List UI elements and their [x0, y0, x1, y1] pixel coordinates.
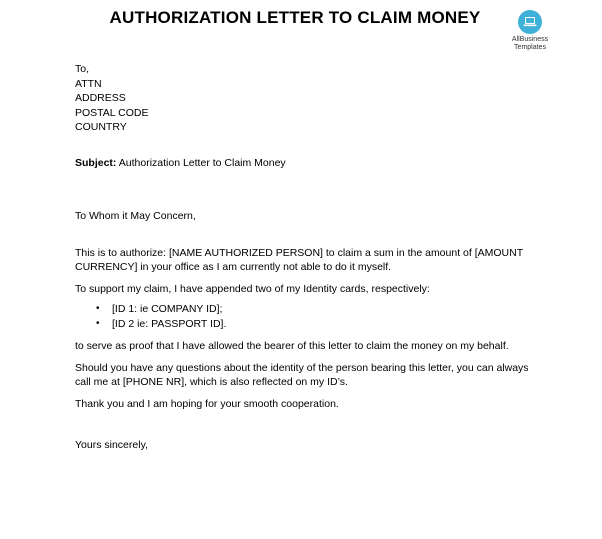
- subject-line: [75, 156, 535, 171]
- paragraph-proof: to serve as proof that I have allowed the bearer of this letter to claim the money on my behalf.: [75, 340, 509, 352]
- paragraph-authorization: [75, 246, 535, 275]
- id-item-1: [ID 1: ie COMPANY ID];: [112, 303, 223, 315]
- list-item: [96, 317, 535, 332]
- paragraph-questions: [75, 361, 535, 390]
- paragraph-support: To support my claim, I have appended two of my Identity cards, respectively:: [75, 282, 430, 295]
- page-title: AUTHORIZATION LETTER TO CLAIM MONEY: [109, 8, 481, 27]
- id-item-2: [ID 2 ie: PASSPORT ID].: [112, 318, 227, 330]
- address-block: [75, 62, 535, 135]
- paragraph-thanks: Thank you and I am hoping for your smooth cooperation.: [75, 397, 339, 410]
- subject-text: Authorization Letter to Claim Money: [116, 156, 286, 169]
- list-item: [96, 302, 535, 317]
- paragraph-line: call me at [PHONE NR], which is also reflected on my ID’s.: [75, 376, 348, 388]
- bullet-icon: •: [96, 303, 100, 314]
- address-attn: ATTN: [75, 77, 102, 90]
- letter-body: [75, 62, 535, 453]
- address-country: COUNTRY: [75, 121, 127, 133]
- paragraph-line: CURRENCY] in your office as I am currently not able to do it myself.: [75, 261, 392, 273]
- laptop-icon: [518, 10, 542, 34]
- bullet-icon: •: [96, 318, 100, 329]
- subject-label: Subject:: [75, 156, 117, 169]
- greeting: To Whom it May Concern,: [75, 210, 196, 222]
- paragraph-line: Should you have any questions about the identity of the person bearing this letter, you can always: [75, 361, 529, 374]
- address-line: ADDRESS: [75, 92, 126, 104]
- brand-logo: [506, 10, 554, 52]
- address-to: To,: [75, 63, 90, 75]
- logo-line-1: AllBusiness: [511, 36, 549, 43]
- logo-line-2: Templates: [514, 44, 546, 51]
- paragraph-line: This is to authorize: [NAME AUTHORIZED PERSON] to claim a sum in the amount of [AMOUNT: [75, 246, 524, 259]
- closing: Yours sincerely,: [75, 439, 148, 451]
- id-list: [96, 302, 535, 332]
- address-postal-code: POSTAL CODE: [75, 106, 149, 119]
- logo-text: [506, 36, 554, 52]
